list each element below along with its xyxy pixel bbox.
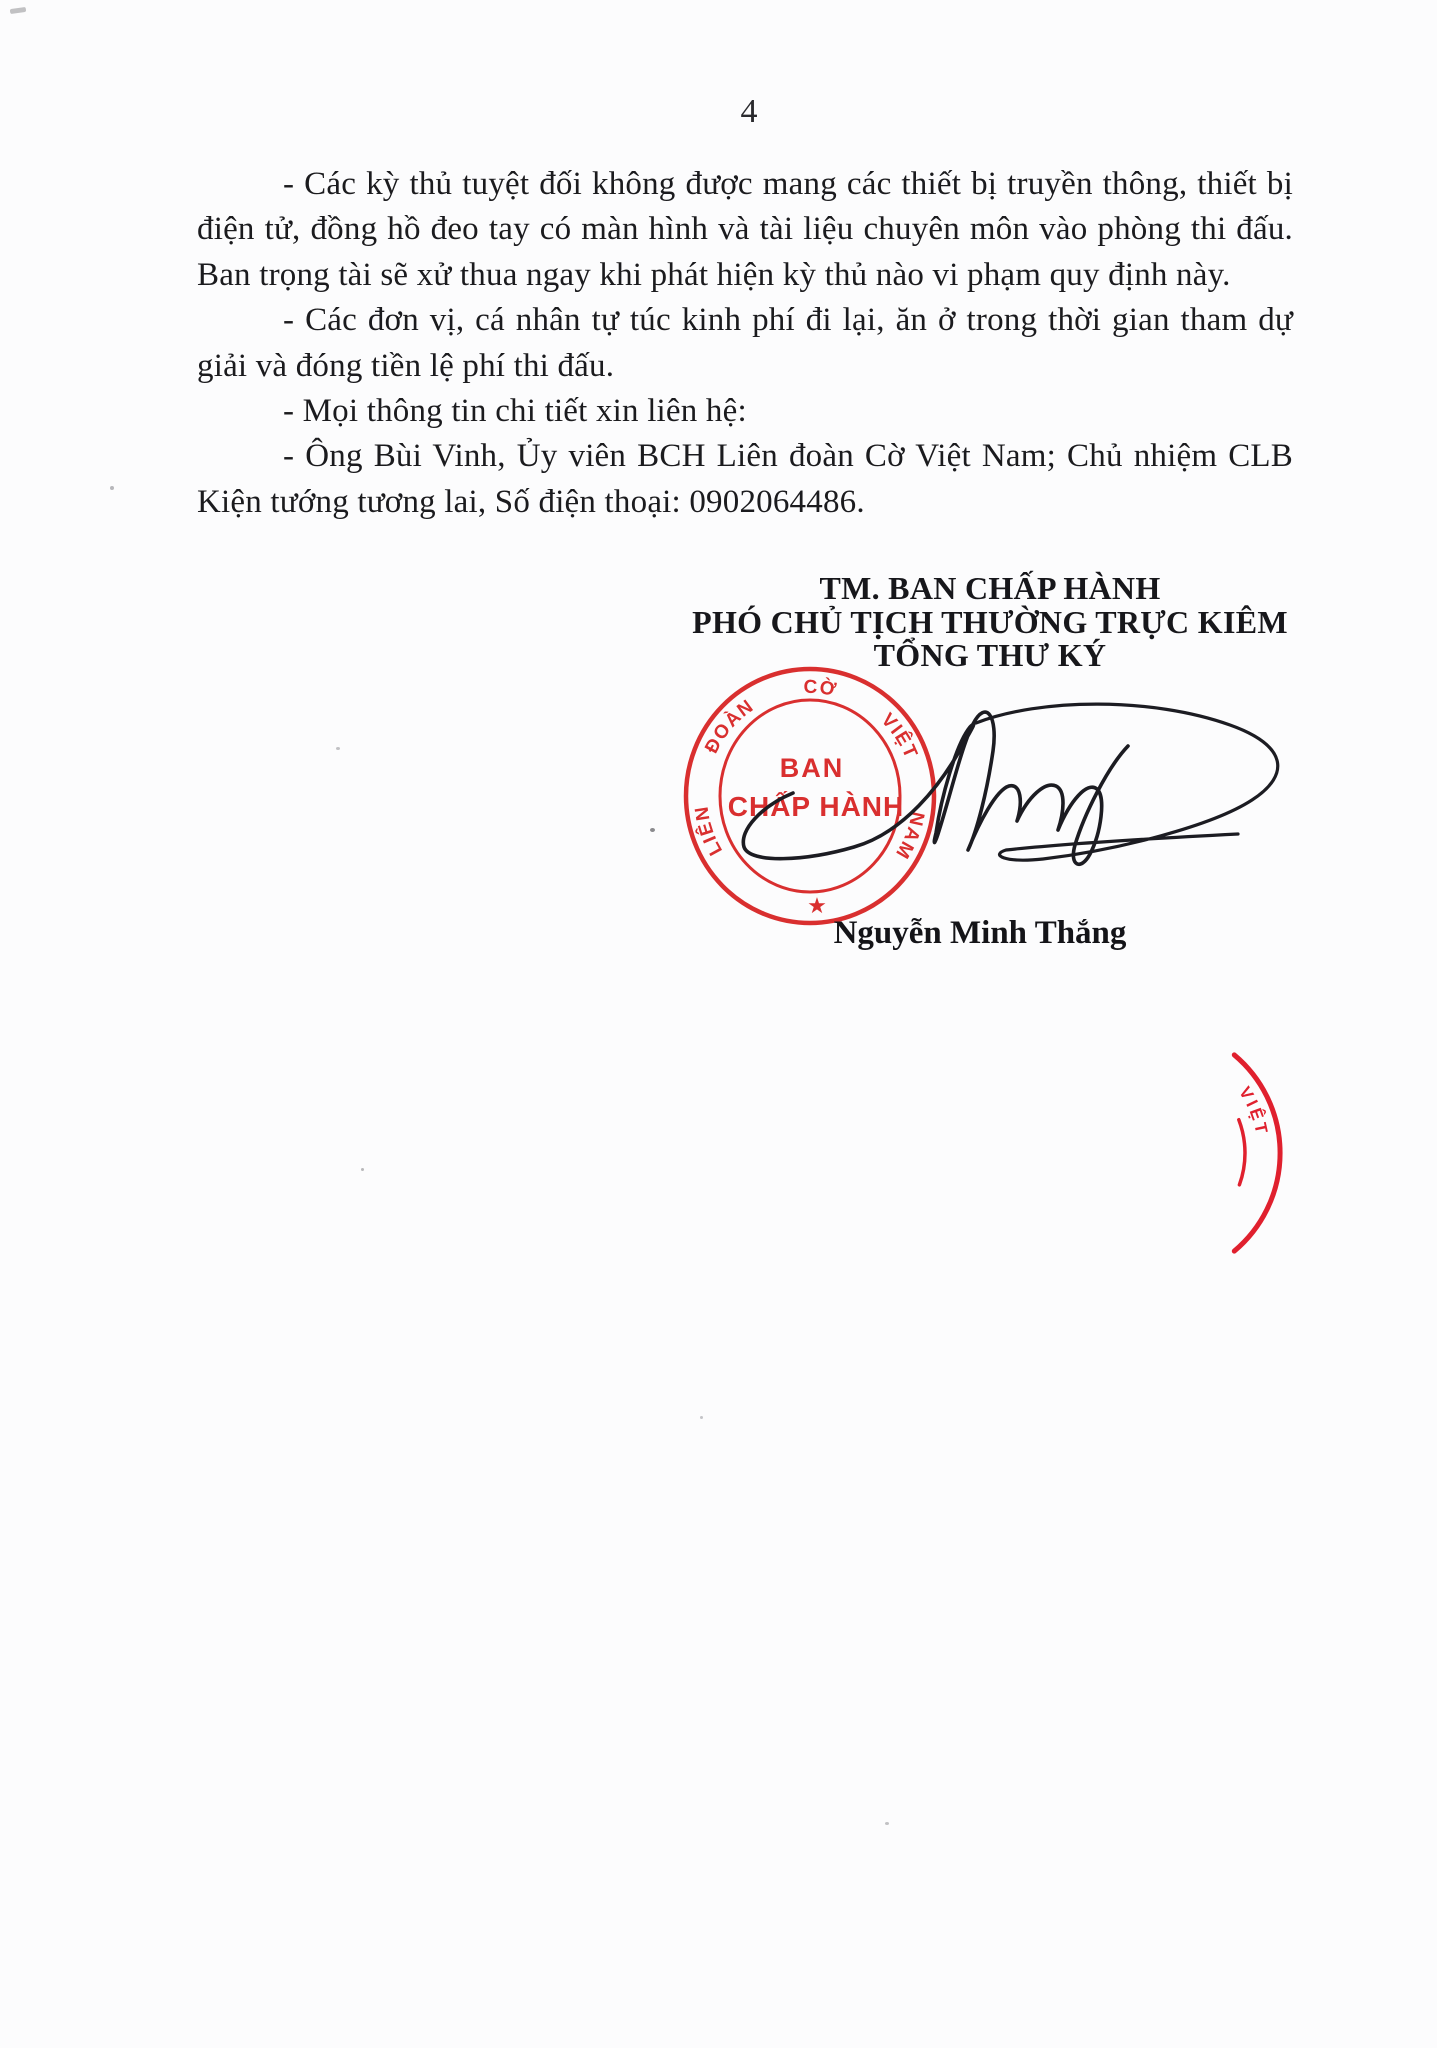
scan-speck bbox=[336, 747, 340, 750]
scan-speck bbox=[10, 7, 27, 14]
scan-speck bbox=[110, 486, 114, 490]
stamp-center-line1: BAN bbox=[779, 753, 845, 783]
authority-line-3: TỔNG THƯ KÝ bbox=[873, 637, 1107, 673]
stamp-ring-text: LIÊN ĐOÀN CỜ VIỆT NAM bbox=[688, 674, 931, 863]
body-line: - Mọi thông tin chi tiết xin liên hệ: bbox=[283, 393, 747, 430]
partial-stamp-edge-icon bbox=[1130, 1015, 1310, 1295]
scan-speck bbox=[700, 1416, 703, 1419]
handwritten-signature-icon bbox=[700, 680, 1300, 880]
partial-stamp-text: VIỆT bbox=[1235, 1083, 1272, 1139]
body-line: - Ông Bùi Vinh, Ủy viên BCH Liên đoàn Cờ Việt Nam; Chủ nhiệm CLB bbox=[283, 438, 1293, 475]
scan-speck bbox=[650, 828, 655, 832]
body-line: - Các kỳ thủ tuyệt đối không được mang các thiết bị truyền thông, thiết bị bbox=[283, 166, 1293, 202]
body-line: Ban trọng tài sẽ xử thua ngay khi phát hiện kỳ thủ nào vi phạm quy định này. bbox=[197, 256, 1231, 293]
body-line: điện tử, đồng hồ đeo tay có màn hình và tài liệu chuyên môn vào phòng thi đấu. bbox=[197, 211, 1293, 248]
stamp-center-line2: CHẤP HÀNH bbox=[727, 791, 905, 822]
stamp-star-icon: ★ bbox=[807, 893, 827, 918]
body-line: giải và đóng tiền lệ phí thi đấu. bbox=[197, 347, 615, 384]
body-line: - Các đơn vị, cá nhân tự túc kinh phí đi lại, ăn ở trong thời gian tham dự bbox=[283, 302, 1293, 339]
scan-speck bbox=[885, 1822, 889, 1825]
body-line: Kiện tướng tương lai, Số điện thoại: 0902064486. bbox=[197, 483, 865, 520]
authority-line-1: TM. BAN CHẤP HÀNH bbox=[819, 570, 1161, 606]
page-number: 4 bbox=[740, 93, 758, 130]
scan-speck bbox=[361, 1168, 364, 1171]
signer-name: Nguyễn Minh Thắng bbox=[833, 915, 1127, 951]
body-text bbox=[197, 162, 1293, 525]
authority-line-2: PHÓ CHỦ TỊCH THƯỜNG TRỰC KIÊM bbox=[692, 603, 1288, 640]
